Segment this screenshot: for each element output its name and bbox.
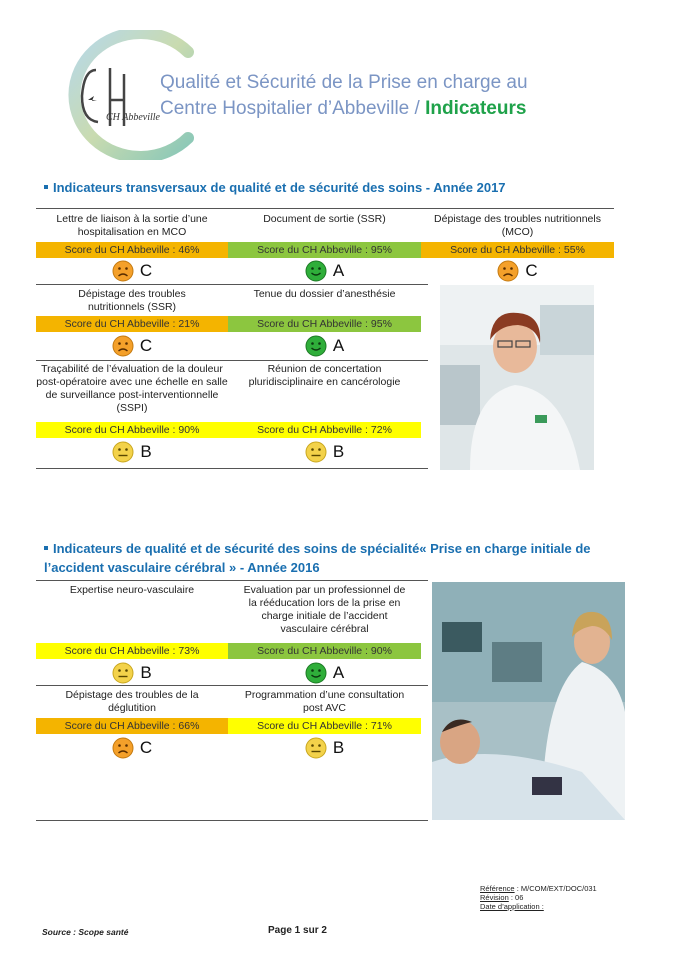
title-line-2: Centre Hospitalier d’Abbeville / <box>160 98 426 119</box>
score-badge: Score du CH Abbeville : 95% <box>228 316 421 332</box>
neutral-face-icon <box>112 662 134 684</box>
indicator-6 <box>36 363 228 415</box>
grade-letter: C <box>525 261 538 280</box>
grade-letter: C <box>139 336 153 355</box>
divider <box>36 208 614 209</box>
happy-face-icon <box>305 335 327 357</box>
section1-title-text: Indicateurs transversaux de qualité et de sécurité des soins - Année 2017 <box>53 180 506 195</box>
grade-letter: C <box>139 261 153 280</box>
sad-face-icon <box>112 737 134 759</box>
indicator-label: Traçabilité de l’évaluation de la douleur post-opératoire avec une échelle en salle de surveillance post-interventionnelle (SSPI) <box>36 363 228 414</box>
indicator-rating <box>36 735 228 761</box>
rev-label: Révision <box>480 893 509 902</box>
indicator-stroke-1 <box>36 584 228 597</box>
sad-face-icon <box>497 260 519 282</box>
ref-value: : M/COM/EXT/DOC/031 <box>514 884 597 893</box>
section1-title <box>44 178 644 197</box>
score-badge: Score du CH Abbeville : 55% <box>421 242 614 258</box>
neutral-face-icon <box>305 737 327 759</box>
source-note: Source : Scope santé <box>42 927 129 937</box>
bullet-icon <box>44 546 48 550</box>
score-badge: Score du CH Abbeville : 73% <box>36 643 228 659</box>
indicator-rating <box>228 660 421 686</box>
divider <box>36 468 428 469</box>
indicator-label: Dépistage des troubles nutritionnels (SSR) <box>78 288 186 313</box>
indicator-label: Programmation d’une consultation post AVC <box>244 689 405 714</box>
bullet-icon <box>44 185 48 189</box>
ref-label: Référence <box>480 884 515 893</box>
indicator-5 <box>228 288 421 301</box>
grade-letter: B <box>332 442 345 461</box>
rev-value: : 06 <box>508 893 524 902</box>
title-highlight: Indicateurs <box>425 98 527 119</box>
grade-letter: A <box>332 336 345 355</box>
indicator-label: Tenue du dossier d’anesthésie <box>253 288 396 300</box>
date-label: Date d’application : <box>480 902 544 911</box>
indicator-7 <box>228 363 421 389</box>
indicator-1 <box>36 213 228 239</box>
grade-letter: B <box>140 663 152 682</box>
indicator-rating <box>36 333 228 359</box>
score-badge: Score du CH Abbeville : 95% <box>228 242 421 258</box>
grade-letter: C <box>139 738 153 757</box>
indicator-rating <box>228 439 421 465</box>
divider <box>36 685 428 686</box>
indicator-label: Lettre de liaison à la sortie d’une hospitalisation en MCO <box>56 213 208 238</box>
logo-text: CH Abbeville <box>106 112 160 123</box>
score-badge: Score du CH Abbeville : 21% <box>36 316 228 332</box>
indicator-rating <box>228 735 421 761</box>
indicator-stroke-2 <box>228 584 421 636</box>
happy-face-icon <box>305 260 327 282</box>
score-badge: Score du CH Abbeville : 66% <box>36 718 228 734</box>
sad-face-icon <box>112 335 134 357</box>
indicator-label: Dépistage des troubles nutritionnels (MCO) <box>434 213 601 238</box>
score-badge: Score du CH Abbeville : 72% <box>228 422 421 438</box>
document-reference <box>480 884 597 911</box>
indicator-4 <box>36 288 228 314</box>
indicator-rating <box>36 258 228 284</box>
indicator-rating <box>228 333 421 359</box>
indicator-label: Document de sortie (SSR) <box>263 213 386 225</box>
divider <box>36 284 428 285</box>
indicator-stroke-3 <box>36 689 228 715</box>
indicator-label: Expertise neuro-vasculaire <box>69 584 195 596</box>
neutral-face-icon <box>305 441 327 463</box>
score-badge: Score du CH Abbeville : 46% <box>36 242 228 258</box>
score-badge: Score du CH Abbeville : 90% <box>228 643 421 659</box>
title-line-1: Qualité et Sécurité de la Prise en charge au <box>160 72 528 93</box>
indicator-3 <box>421 213 614 239</box>
indicator-label: Evaluation par un professionnel de la rééducation lors de la prise en charge initiale de l’accident vasculaire cérébral <box>243 584 406 635</box>
grade-letter: A <box>332 663 345 682</box>
indicator-rating <box>36 439 228 465</box>
sad-face-icon <box>112 260 134 282</box>
divider <box>36 820 428 821</box>
nurse-photo <box>440 285 594 470</box>
indicator-rating <box>421 258 614 284</box>
indicator-rating <box>228 258 421 284</box>
indicator-label: Dépistage des troubles de la déglutition <box>65 689 199 714</box>
grade-letter: B <box>332 738 345 757</box>
indicator-stroke-4 <box>228 689 421 715</box>
score-badge: Score du CH Abbeville : 71% <box>228 718 421 734</box>
section2-title-line-2: l’accident vasculaire cérébral » - Année 2016 <box>44 560 320 575</box>
page-number: Page 1 sur 2 <box>268 925 327 936</box>
page-title <box>160 70 660 122</box>
neutral-face-icon <box>112 441 134 463</box>
patient-care-photo <box>432 582 625 820</box>
section2-title-line-1: Indicateurs de qualité et de sécurité des soins de spécialité« Prise en charge initiale de <box>53 541 591 556</box>
indicator-label: Réunion de concertation pluridisciplinaire en cancérologie <box>248 363 401 388</box>
indicator-rating <box>36 660 228 686</box>
indicator-2 <box>228 213 421 226</box>
section2-title <box>44 539 644 577</box>
grade-letter: B <box>140 442 152 461</box>
score-badge: Score du CH Abbeville : 90% <box>36 422 228 438</box>
divider <box>36 360 428 361</box>
grade-letter: A <box>332 261 345 280</box>
happy-face-icon <box>305 662 327 684</box>
divider <box>36 580 428 581</box>
